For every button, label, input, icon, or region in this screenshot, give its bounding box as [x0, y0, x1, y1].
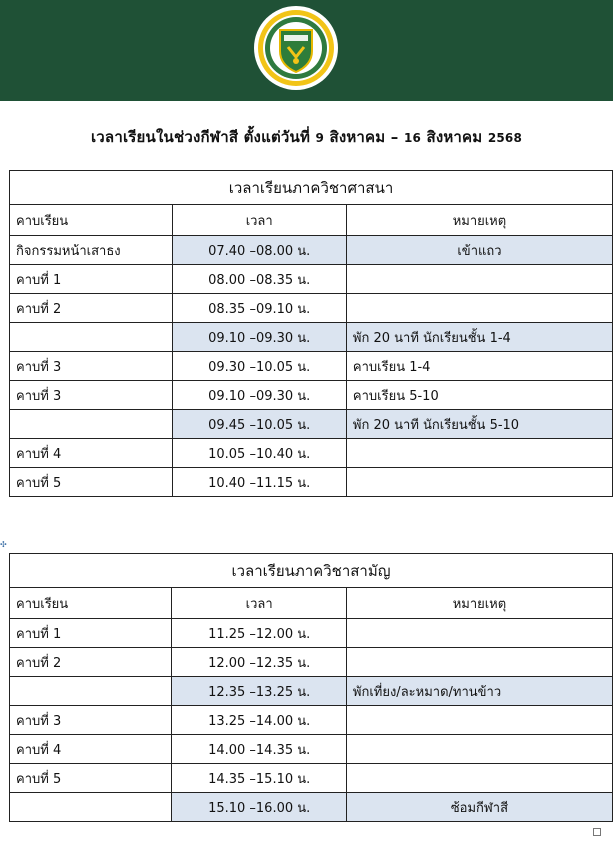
period-cell: คาบที่ 2: [10, 294, 173, 323]
move-handle-icon[interactable]: ✣: [0, 540, 7, 549]
time-cell: 15.10 –16.00 น.: [172, 793, 346, 822]
period-cell: [10, 793, 172, 822]
period-cell: คาบที่ 5: [10, 764, 172, 793]
period-cell: คาบที่ 4: [10, 439, 173, 468]
period-cell: คาบที่ 5: [10, 468, 173, 497]
religious-schedule-table: [9, 170, 613, 497]
general-schedule-table: [9, 553, 613, 822]
table-row: [10, 764, 613, 793]
period-cell: [10, 410, 173, 439]
period-cell: คาบที่ 1: [10, 265, 173, 294]
table-row: [10, 677, 613, 706]
note-cell: [346, 648, 612, 677]
time-cell: 09.10 –09.30 น.: [172, 323, 346, 352]
note-cell: [346, 439, 612, 468]
note-cell: [346, 619, 612, 648]
time-cell: 12.35 –13.25 น.: [172, 677, 346, 706]
table-row: [10, 439, 613, 468]
note-cell: [346, 468, 612, 497]
time-cell: 09.30 –10.05 น.: [172, 352, 346, 381]
note-cell: เข้าแถว: [346, 236, 612, 265]
column-header-note: หมายเหตุ: [346, 205, 612, 236]
time-cell: 13.25 –14.00 น.: [172, 706, 346, 735]
note-cell: [346, 764, 612, 793]
table-row: [10, 381, 613, 410]
time-cell: 10.40 –11.15 น.: [172, 468, 346, 497]
table-row: [10, 648, 613, 677]
table-caption: เวลาเรียนภาควิชาศาสนา: [10, 171, 613, 205]
time-cell: 14.35 –15.10 น.: [172, 764, 346, 793]
time-cell: 12.00 –12.35 น.: [172, 648, 346, 677]
note-cell: คาบเรียน 1-4: [346, 352, 612, 381]
column-header-note: หมายเหตุ: [346, 588, 612, 619]
time-cell: 11.25 –12.00 น.: [172, 619, 346, 648]
period-cell: กิจกรรมหน้าเสาธง: [10, 236, 173, 265]
note-cell: พัก 20 นาที นักเรียนชั้น 5-10: [346, 410, 612, 439]
period-cell: คาบที่ 3: [10, 352, 173, 381]
table-row: [10, 265, 613, 294]
page-title: เวลาเรียนในช่วงกีฬาสี ตั้งแต่วันที่ 9 สิงหาคม – 16 สิงหาคม 2568: [90, 128, 523, 146]
table-caption: เวลาเรียนภาควิชาสามัญ: [10, 554, 613, 588]
time-cell: 07.40 –08.00 น.: [172, 236, 346, 265]
note-cell: คาบเรียน 5-10: [346, 381, 612, 410]
table-row: [10, 735, 613, 764]
table-row: [10, 294, 613, 323]
note-cell: [346, 706, 612, 735]
column-header-period: คาบเรียน: [10, 205, 173, 236]
school-logo: [253, 5, 339, 91]
table-row: [10, 619, 613, 648]
note-cell: ซ้อมกีฬาสี: [346, 793, 612, 822]
period-cell: คาบที่ 1: [10, 619, 172, 648]
note-cell: [346, 294, 612, 323]
note-cell: [346, 735, 612, 764]
period-cell: คาบที่ 3: [10, 706, 172, 735]
period-cell: คาบที่ 3: [10, 381, 173, 410]
period-cell: คาบที่ 2: [10, 648, 172, 677]
table-row: [10, 236, 613, 265]
time-cell: 14.00 –14.35 น.: [172, 735, 346, 764]
time-cell: 09.10 –09.30 น.: [172, 381, 346, 410]
table-row: [10, 793, 613, 822]
resize-handle-icon[interactable]: [593, 828, 601, 836]
note-cell: พักเที่ยง/ละหมาด/ทานข้าว: [346, 677, 612, 706]
period-cell: [10, 677, 172, 706]
note-cell: [346, 265, 612, 294]
column-header-time: เวลา: [172, 588, 346, 619]
table-row: [10, 706, 613, 735]
table-row: [10, 468, 613, 497]
table-row: [10, 410, 613, 439]
period-cell: คาบที่ 4: [10, 735, 172, 764]
period-cell: [10, 323, 173, 352]
time-cell: 08.35 –09.10 น.: [172, 294, 346, 323]
time-cell: 08.00 –08.35 น.: [172, 265, 346, 294]
table-row: [10, 323, 613, 352]
header-banner: [0, 0, 613, 101]
column-header-period: คาบเรียน: [10, 588, 172, 619]
note-cell: พัก 20 นาที นักเรียนชั้น 1-4: [346, 323, 612, 352]
table-row: [10, 352, 613, 381]
time-cell: 09.45 –10.05 น.: [172, 410, 346, 439]
column-header-time: เวลา: [172, 205, 346, 236]
time-cell: 10.05 –10.40 น.: [172, 439, 346, 468]
